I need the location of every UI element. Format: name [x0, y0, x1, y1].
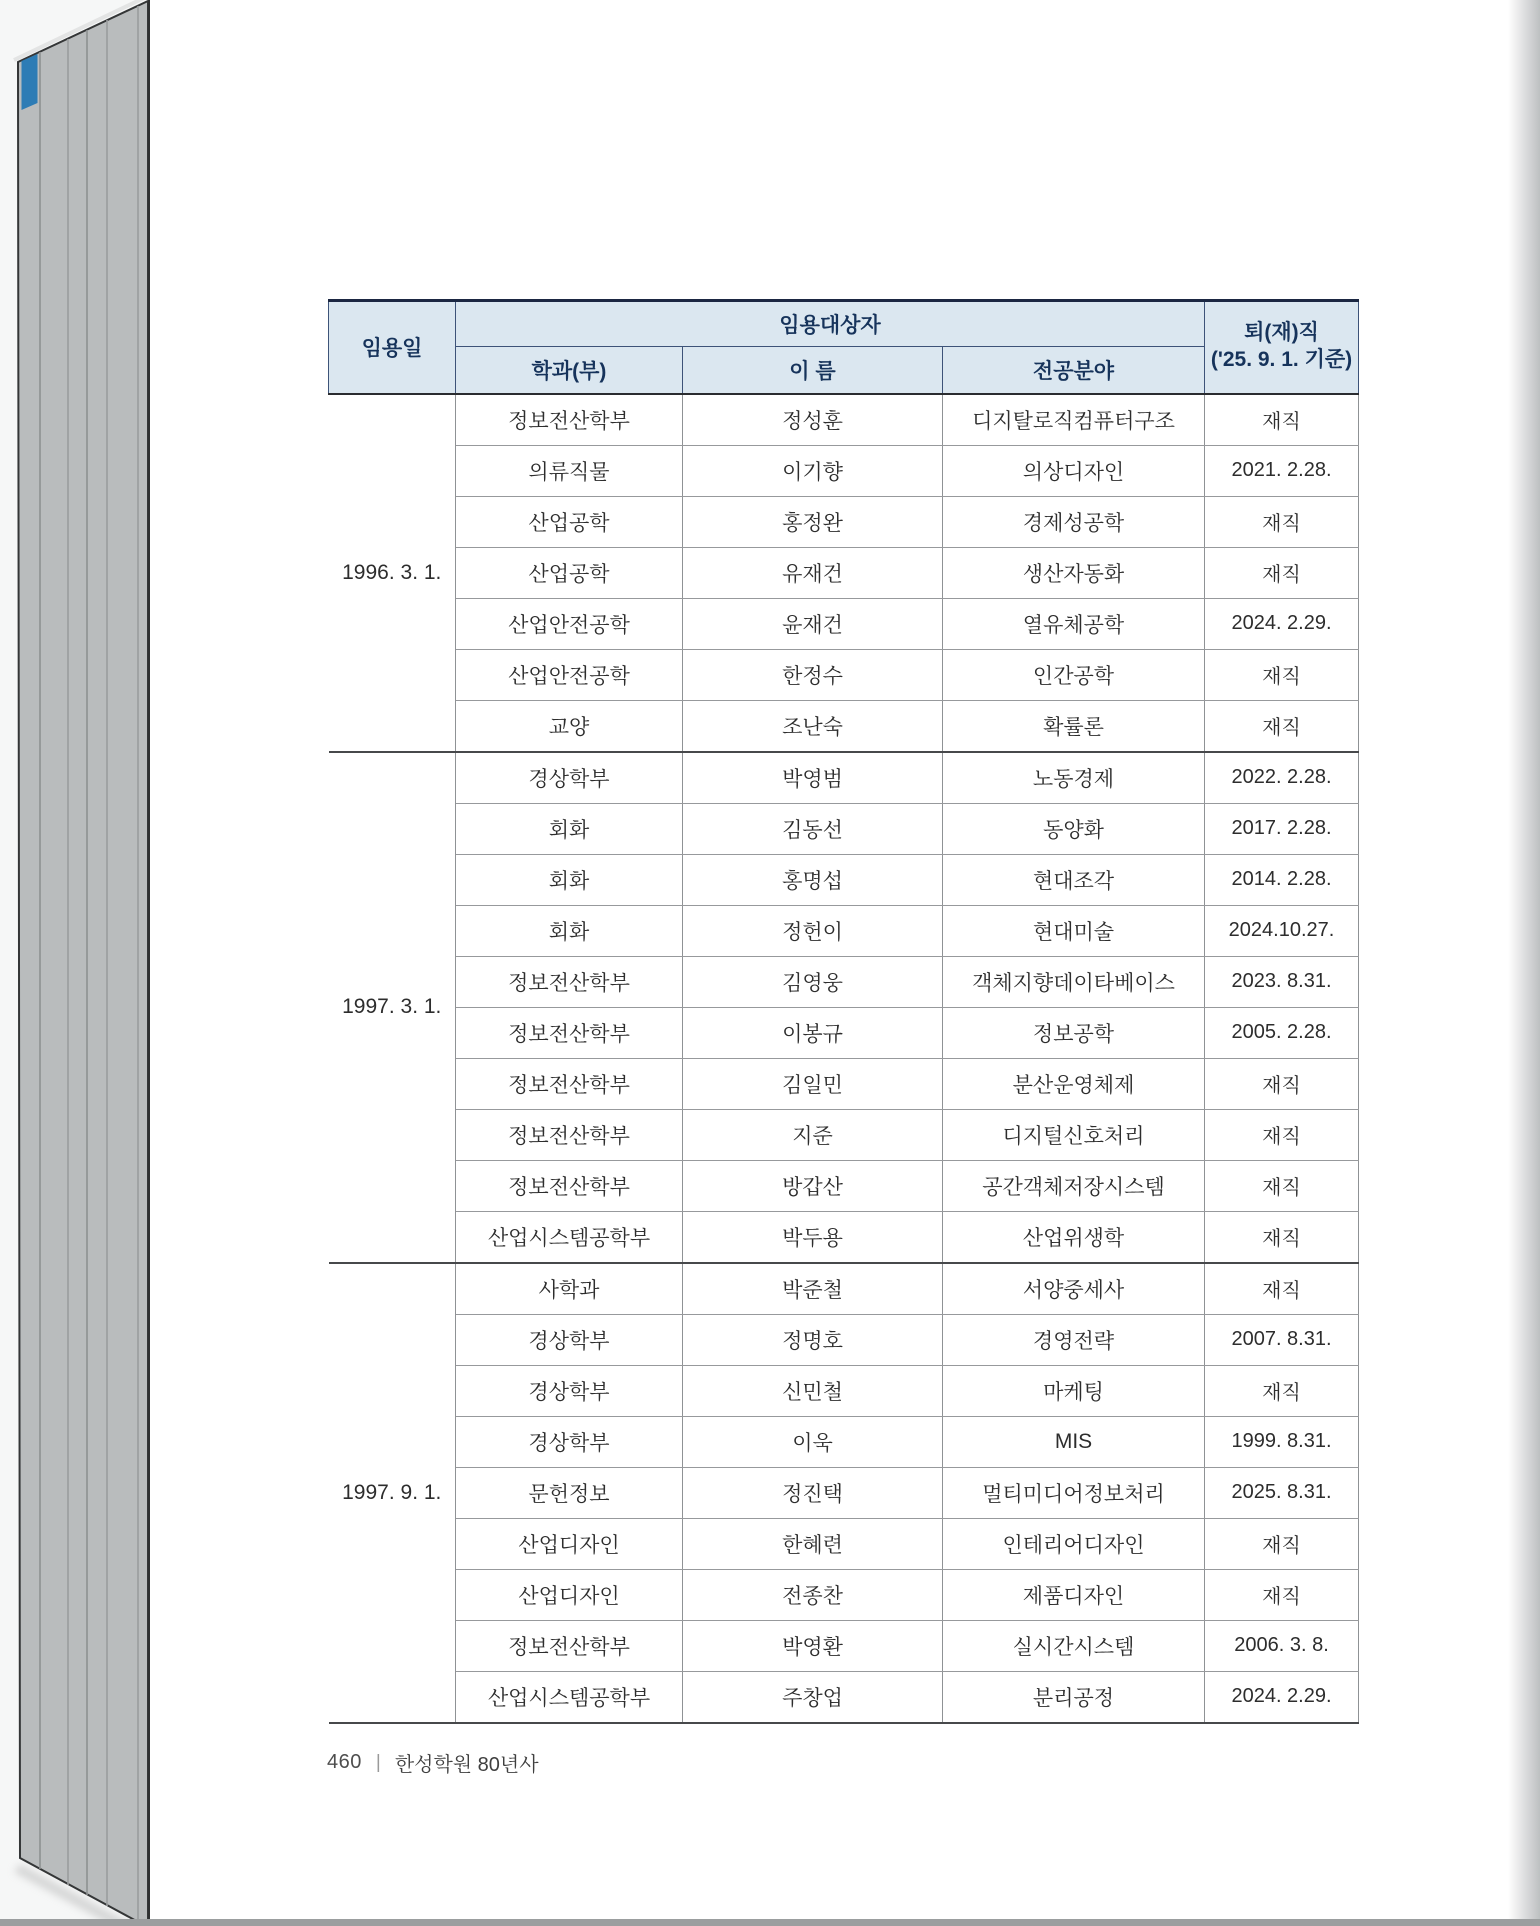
cell-major: 열유체공학: [943, 598, 1205, 649]
cell-major: 인간공학: [943, 649, 1205, 700]
table-row: [329, 598, 1359, 649]
table-row: [329, 1365, 1359, 1416]
header-status-line2: ('25. 9. 1. 기준): [1210, 348, 1353, 372]
header-status-line1: 퇴(재)직: [1244, 321, 1319, 345]
book-title: 한성학원 80년사: [394, 1754, 539, 1776]
cell-status: 재직: [1205, 1518, 1359, 1569]
cell-status: 재직: [1205, 496, 1359, 547]
table-row: [329, 1007, 1359, 1058]
cell-department: 경상학부: [456, 1314, 683, 1365]
cell-major: 현대미술: [943, 905, 1205, 956]
cell-major: 동양화: [943, 803, 1205, 854]
cell-department: 산업공학: [456, 496, 683, 547]
header-status: [1205, 301, 1359, 394]
cell-name: 박준철: [683, 1263, 943, 1315]
cell-major: 멀티미디어정보처리: [943, 1467, 1205, 1518]
cell-name: 김동선: [683, 803, 943, 854]
cell-status: 2023. 8.31.: [1205, 956, 1359, 1007]
cell-major: 생산자동화: [943, 547, 1205, 598]
header-appointment-date: 임용일: [329, 301, 456, 394]
table-row: [329, 1058, 1359, 1109]
cell-status: 2022. 2.28.: [1205, 752, 1359, 804]
cell-department: 정보전산학부: [456, 956, 683, 1007]
cell-major: 실시간시스템: [943, 1620, 1205, 1671]
cell-status: 2024. 2.29.: [1205, 1671, 1359, 1723]
cell-department: 산업디자인: [456, 1569, 683, 1620]
cell-name: 정명호: [683, 1314, 943, 1365]
table-row: [329, 649, 1359, 700]
cell-major: 공간객체저장시스템: [943, 1160, 1205, 1211]
cell-name: 이기향: [683, 445, 943, 496]
cell-department: 정보전산학부: [456, 1058, 683, 1109]
faculty-appointment-table: [328, 299, 1359, 1724]
cell-department: 산업공학: [456, 547, 683, 598]
appointment-date-cell: 1997. 3. 1.: [329, 752, 456, 1263]
cell-major: 경영전략: [943, 1314, 1205, 1365]
table-row: [329, 700, 1359, 752]
cell-status: 재직: [1205, 1365, 1359, 1416]
table-row: [329, 547, 1359, 598]
cell-name: 홍정완: [683, 496, 943, 547]
cell-department: 교양: [456, 700, 683, 752]
cell-name: 박두용: [683, 1211, 943, 1263]
cell-name: 전종찬: [683, 1569, 943, 1620]
cell-department: 경상학부: [456, 1416, 683, 1467]
page-footer: [327, 1748, 539, 1777]
book-spine: [18, 1, 148, 1924]
cell-status: 재직: [1205, 1211, 1359, 1263]
cell-status: 2014. 2.28.: [1205, 854, 1359, 905]
cell-name: 정헌이: [683, 905, 943, 956]
table-header-row-1: [329, 301, 1359, 347]
cell-status: 2007. 8.31.: [1205, 1314, 1359, 1365]
cell-department: 정보전산학부: [456, 1620, 683, 1671]
table-row: [329, 854, 1359, 905]
table-row: [329, 1160, 1359, 1211]
cell-name: 한정수: [683, 649, 943, 700]
cell-department: 정보전산학부: [456, 1160, 683, 1211]
cell-major: 디지털신호처리: [943, 1109, 1205, 1160]
footer-separator: |: [375, 1751, 381, 1773]
cell-status: 2005. 2.28.: [1205, 1007, 1359, 1058]
cell-status: 재직: [1205, 1569, 1359, 1620]
cell-status: 재직: [1205, 700, 1359, 752]
cell-major: 정보공학: [943, 1007, 1205, 1058]
cell-major: 의상디자인: [943, 445, 1205, 496]
cell-major: 산업위생학: [943, 1211, 1205, 1263]
cell-major: 서양중세사: [943, 1263, 1205, 1315]
cell-department: 회화: [456, 905, 683, 956]
desk-edge-strip: [0, 1919, 1540, 1926]
cell-status: 재직: [1205, 1160, 1359, 1211]
cell-department: 의류직물: [456, 445, 683, 496]
cell-major: 제품디자인: [943, 1569, 1205, 1620]
page: [148, 0, 1540, 1920]
table-row: [329, 1263, 1359, 1315]
cell-department: 사학과: [456, 1263, 683, 1315]
cell-name: 조난숙: [683, 700, 943, 752]
table-header-row-2: [329, 347, 1359, 394]
table-row: [329, 1569, 1359, 1620]
table-row: [329, 1518, 1359, 1569]
cell-department: 정보전산학부: [456, 1109, 683, 1160]
cell-department: 회화: [456, 854, 683, 905]
cell-major: 현대조각: [943, 854, 1205, 905]
cell-major: MIS: [943, 1416, 1205, 1467]
cell-department: 산업시스템공학부: [456, 1211, 683, 1263]
page-number: 460: [327, 1751, 362, 1773]
cell-status: 재직: [1205, 1058, 1359, 1109]
cell-name: 방갑산: [683, 1160, 943, 1211]
header-major: 전공분야: [943, 347, 1205, 394]
cell-status: 2024.10.27.: [1205, 905, 1359, 956]
cell-major: 인테리어디자인: [943, 1518, 1205, 1569]
cell-status: 2017. 2.28.: [1205, 803, 1359, 854]
table-row: [329, 1620, 1359, 1671]
blue-bookmark-tab: [22, 54, 38, 110]
table-row: [329, 803, 1359, 854]
table-row: [329, 1109, 1359, 1160]
cell-department: 산업안전공학: [456, 649, 683, 700]
cell-major: 객체지향데이타베이스: [943, 956, 1205, 1007]
cell-name: 박영환: [683, 1620, 943, 1671]
cell-name: 김영웅: [683, 956, 943, 1007]
cell-name: 정성훈: [683, 394, 943, 446]
cell-status: 1999. 8.31.: [1205, 1416, 1359, 1467]
table-body: [329, 394, 1359, 1723]
page-curl-shade: [1508, 0, 1540, 1920]
cell-name: 홍명섭: [683, 854, 943, 905]
header-name: 이 름: [683, 347, 943, 394]
cell-department: 회화: [456, 803, 683, 854]
cell-name: 이욱: [683, 1416, 943, 1467]
cell-major: 경제성공학: [943, 496, 1205, 547]
cell-name: 이봉규: [683, 1007, 943, 1058]
cell-status: 2025. 8.31.: [1205, 1467, 1359, 1518]
cell-name: 정진택: [683, 1467, 943, 1518]
cell-status: 재직: [1205, 547, 1359, 598]
table-row: [329, 1314, 1359, 1365]
table-row: [329, 445, 1359, 496]
table-row: [329, 752, 1359, 804]
table-row: [329, 394, 1359, 446]
cell-status: 재직: [1205, 649, 1359, 700]
cell-department: 경상학부: [456, 752, 683, 804]
cell-major: 디지탈로직컴퓨터구조: [943, 394, 1205, 446]
table-row: [329, 905, 1359, 956]
cell-status: 재직: [1205, 1263, 1359, 1315]
cell-status: 2021. 2.28.: [1205, 445, 1359, 496]
cell-major: 노동경제: [943, 752, 1205, 804]
cell-status: 재직: [1205, 1109, 1359, 1160]
cell-major: 마케팅: [943, 1365, 1205, 1416]
cell-major: 확률론: [943, 700, 1205, 752]
header-appointee-group: 임용대상자: [456, 301, 1205, 347]
cell-name: 신민철: [683, 1365, 943, 1416]
table-row: [329, 956, 1359, 1007]
cell-name: 윤재건: [683, 598, 943, 649]
cell-department: 경상학부: [456, 1365, 683, 1416]
cell-department: 산업디자인: [456, 1518, 683, 1569]
cell-status: 2006. 3. 8.: [1205, 1620, 1359, 1671]
cell-status: 재직: [1205, 394, 1359, 446]
cell-name: 김일민: [683, 1058, 943, 1109]
cell-name: 박영범: [683, 752, 943, 804]
cell-department: 정보전산학부: [456, 1007, 683, 1058]
appointment-date-cell: 1997. 9. 1.: [329, 1263, 456, 1723]
cell-major: 분리공정: [943, 1671, 1205, 1723]
cell-name: 한혜련: [683, 1518, 943, 1569]
cell-name: 주창업: [683, 1671, 943, 1723]
cell-department: 문헌정보: [456, 1467, 683, 1518]
cell-department: 산업시스템공학부: [456, 1671, 683, 1723]
cell-status: 2024. 2.29.: [1205, 598, 1359, 649]
cell-department: 정보전산학부: [456, 394, 683, 446]
cell-name: 지준: [683, 1109, 943, 1160]
appointment-date-cell: 1996. 3. 1.: [329, 394, 456, 752]
table-row: [329, 1416, 1359, 1467]
table-row: [329, 1467, 1359, 1518]
cell-department: 산업안전공학: [456, 598, 683, 649]
table-row: [329, 1671, 1359, 1723]
cell-major: 분산운영체제: [943, 1058, 1205, 1109]
table-row: [329, 496, 1359, 547]
table-row: [329, 1211, 1359, 1263]
header-department: 학과(부): [456, 347, 683, 394]
cell-name: 유재건: [683, 547, 943, 598]
